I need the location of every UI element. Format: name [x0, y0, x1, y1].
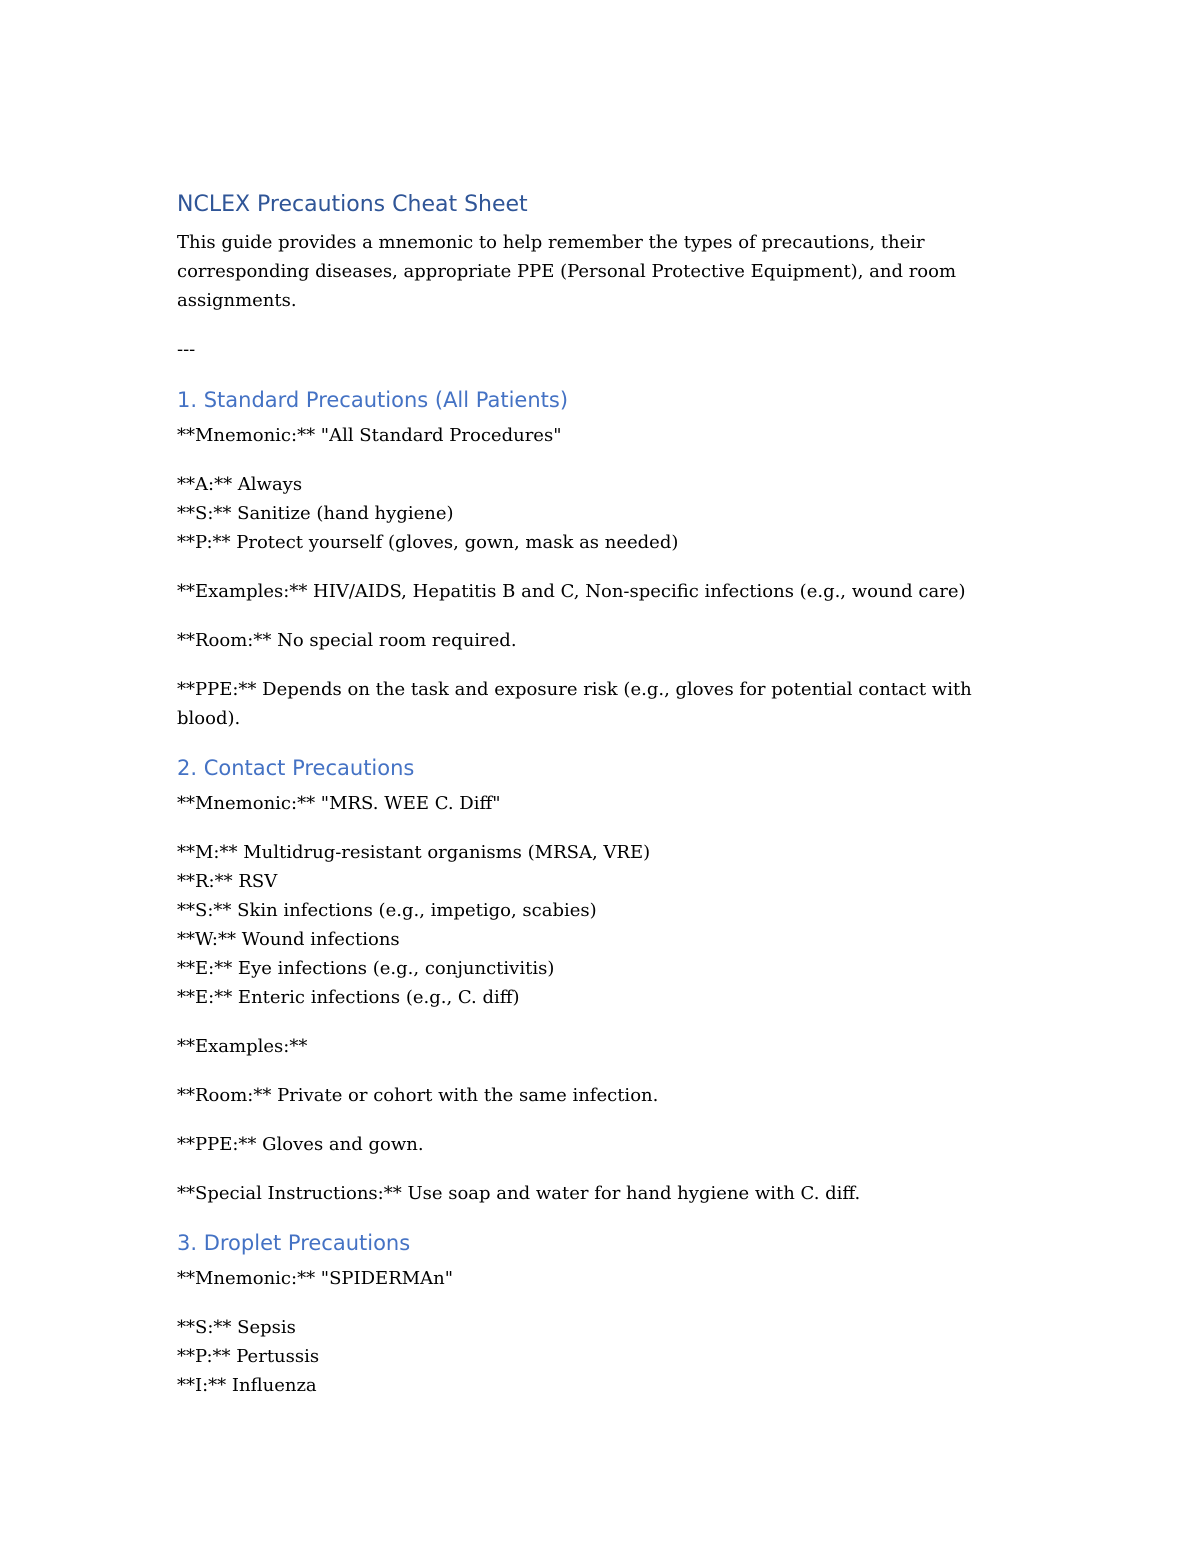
- list-item: **E:** Eye infections (e.g., conjunctivitis): [177, 958, 555, 979]
- contact-mnemonic-list: [177, 838, 997, 1012]
- list-item: **A:** Always: [177, 474, 303, 495]
- droplet-mnemonic: **Mnemonic:** "SPIDERMAn": [177, 1268, 454, 1289]
- document-title: NCLEX Precautions Cheat Sheet: [177, 192, 528, 217]
- standard-heading: 1. Standard Precautions (All Patients): [177, 388, 569, 412]
- standard-room: **Room:** No special room required.: [177, 630, 517, 651]
- contact-heading: 2. Contact Precautions: [177, 756, 415, 780]
- contact-ppe: **PPE:** Gloves and gown.: [177, 1134, 424, 1155]
- list-item: **E:** Enteric infections (e.g., C. diff): [177, 987, 520, 1008]
- list-item: **W:** Wound infections: [177, 929, 400, 950]
- contact-mnemonic: **Mnemonic:** "MRS. WEE C. Diff": [177, 793, 501, 814]
- intro-paragraph: This guide provides a mnemonic to help remember the types of precautions, their corresponding diseases, appropriate PPE (Personal Protective Equipment), and room assignments.: [177, 232, 957, 311]
- standard-examples: **Examples:** HIV/AIDS, Hepatitis B and C, Non-specific infections (e.g., wound care): [177, 581, 966, 602]
- list-item: **P:** Protect yourself (gloves, gown, mask as needed): [177, 532, 679, 553]
- list-item: **M:** Multidrug-resistant organisms (MRSA, VRE): [177, 842, 651, 863]
- standard-ppe: **PPE:** Depends on the task and exposure risk (e.g., gloves for potential contact with blood).: [177, 679, 972, 729]
- document-page: [177, 190, 997, 1420]
- list-item: **R:** RSV: [177, 871, 278, 892]
- standard-mnemonic: **Mnemonic:** "All Standard Procedures": [177, 425, 562, 446]
- standard-mnemonic-list: [177, 470, 997, 557]
- list-item: **S:** Skin infections (e.g., impetigo, scabies): [177, 900, 597, 921]
- list-item: **S:** Sepsis: [177, 1317, 296, 1338]
- contact-room: **Room:** Private or cohort with the same infection.: [177, 1085, 659, 1106]
- contact-special-instructions: **Special Instructions:** Use soap and water for hand hygiene with C. diff.: [177, 1183, 861, 1204]
- list-item: **S:** Sanitize (hand hygiene): [177, 503, 454, 524]
- separator: ---: [177, 339, 196, 360]
- list-item: **I:** Influenza: [177, 1375, 317, 1396]
- droplet-heading: 3. Droplet Precautions: [177, 1231, 411, 1255]
- droplet-mnemonic-list: [177, 1313, 997, 1400]
- contact-examples: **Examples:**: [177, 1036, 308, 1057]
- list-item: **P:** Pertussis: [177, 1346, 320, 1367]
